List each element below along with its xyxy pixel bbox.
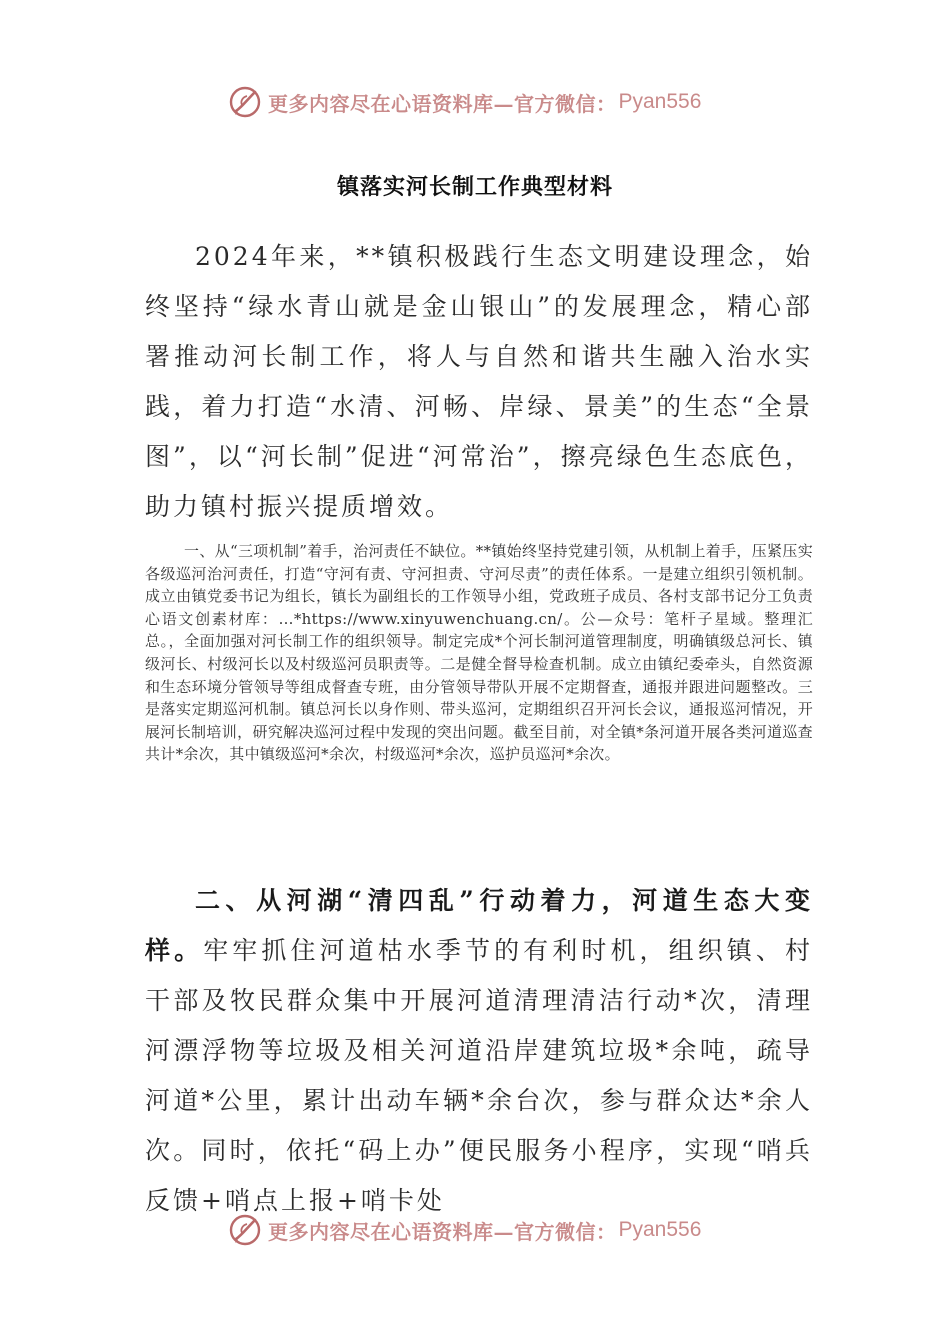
intro-paragraph: 2024年来，**镇积极践行生态文明建设理念，始终坚持“绿水青山就是金山银山”的发展理念，精心部署推动河长制工作，将人与自然和谐共生融入治水实践，着力打造“水清、河畅、岸绿、景美”的生态“全景图”，以“河长制”促进“河常治”，擦亮绿色生态底色，助力镇村振兴提质增效。 [145,242,813,521]
section-two-paragraph [145,876,813,1226]
wechat-id: Pyan556 [618,1218,702,1241]
pen-logo-icon [228,1213,262,1247]
pen-logo-icon [228,85,262,119]
header-watermark-banner [228,82,701,122]
section-two-body: 牢牢抓住河道枯水季节的有利时机，组织镇、村干部及牧民群众集中开展河道清理清洁行动*次，清理河漂浮物等垃圾及相关河道沿岸建筑垃圾*余吨，疏导河道*公里，累计出动车辆*余台次，参与群众达*余人次。同时，依托“码上办”便民服务小程序，实现“哨兵反馈+哨点上报+哨卡处 [145,936,813,1215]
watermark-text: 更多内容尽在心语资料库—官方微信： [268,91,617,116]
document-title: 镇落实河长制工作典型材料 [336,174,613,200]
section-two-heading: 二、从河湖“清四乱”行动着力，河道生态大变样。 [145,886,813,965]
watermark-text: 更多内容尽在心语资料库—官方微信： [268,1219,617,1244]
section-one-paragraph: 一、从“三项机制”着手，治河责任不缺位。**镇始终坚持党建引领，从机制上着手，压紧压实各级巡河治河责任，打造“守河有责、守河担责、守河尽责”的责任体系。一是建立组织引领机制。成立由镇党委书记为组长，镇长为副组长的工作领导小组，党政班子成员、各村支部书记分工负责心语文创素材库：…*https://www.xinyuwenchuang.cn/。公—众号：笔杆子星域。整理汇总。，全面加强对河长制工作的组织领导。制定完成*个河长制河道管理制度，明确镇级总河长、镇级河长、村级河长以及村级巡河员职责等。二是健全督导检查机制。成立由镇纪委牵头，自然资源和生态环境分管领导等组成督查专班，由分管领导带队开展不定期督查，通报并跟进问题整改。三是落实定期巡河机制。镇总河长以身作则、带头巡河，定期组织召开河长会议，通报巡河情况，开展河长制培训，研究解决巡河过程中发现的突出问题。截至目前，对全镇*条河道开展各类河道巡查共计*余次，其中镇级巡河*余次，村级巡河*余次，巡护员巡河*余次。 [145,542,813,764]
wechat-id: Pyan556 [618,90,702,113]
footer-watermark-banner [228,1210,701,1250]
